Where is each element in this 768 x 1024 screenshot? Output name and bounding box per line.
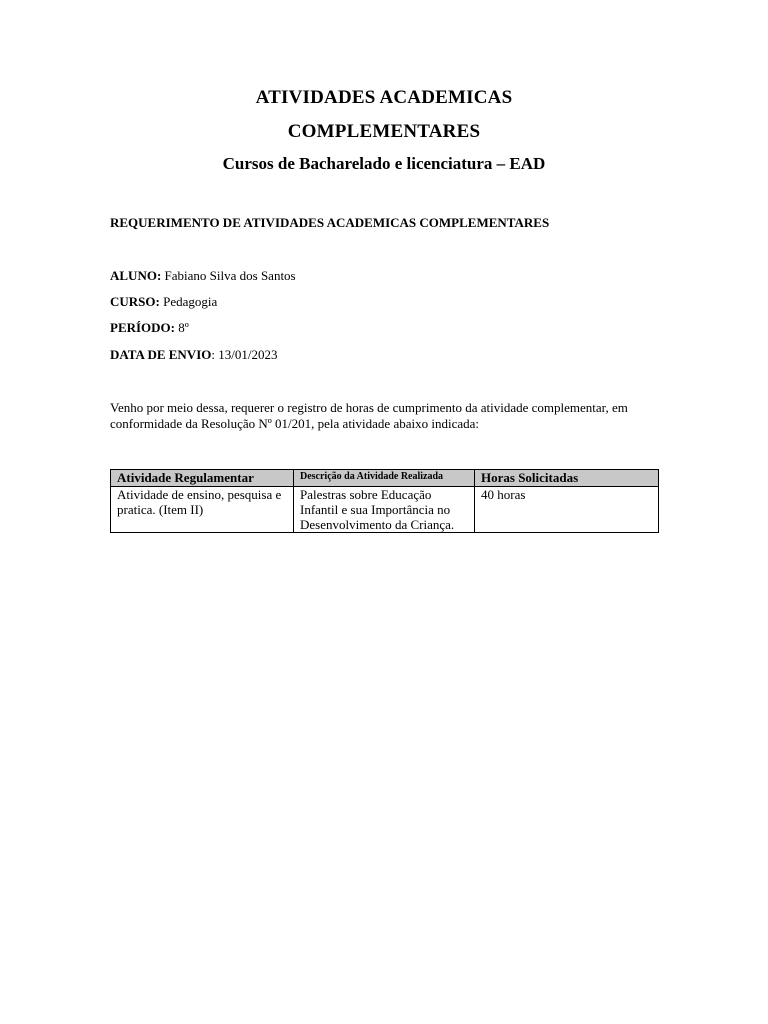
field-curso-value: Pedagogia (159, 294, 218, 309)
field-curso (110, 294, 217, 310)
field-data-envio-label: DATA DE ENVIO (110, 347, 212, 362)
column-header-horas: Horas Solicitadas (475, 470, 659, 487)
activities-table (110, 469, 659, 533)
table-row (111, 487, 659, 533)
column-header-atividade: Atividade Regulamentar (111, 470, 294, 487)
field-data-envio-value: : 13/01/2023 (211, 347, 278, 362)
field-periodo-value: 8º (175, 320, 189, 335)
document-title-line1: ATIVIDADES ACADEMICAS (255, 87, 513, 108)
field-aluno (110, 268, 296, 284)
document-title-line2: COMPLEMENTARES (287, 121, 481, 142)
field-aluno-value: Fabiano Silva dos Santos (161, 268, 296, 283)
cell-horas: 40 horas (475, 487, 659, 533)
document-subtitle: Cursos de Bacharelado e licenciatura – EAD (222, 154, 546, 173)
field-data-envio (110, 347, 277, 363)
cell-descricao: Palestras sobre Educação Infantil e sua Importância no Desenvolvimento da Criança. (294, 487, 475, 533)
cell-atividade: Atividade de ensino, pesquisa e pratica. (Item II) (111, 487, 294, 533)
request-paragraph: Venho por meio dessa, requerer o registro de horas de cumprimento da atividade complementar, em conformidade da Resolução Nº 01/201, pela atividade abaixo indicada: (110, 400, 628, 431)
field-periodo-label: PERÍODO: (110, 320, 175, 335)
field-curso-label: CURSO: (110, 294, 160, 309)
field-aluno-label: ALUNO: (110, 268, 162, 283)
field-periodo (110, 320, 189, 336)
request-heading: REQUERIMENTO DE ATIVIDADES ACADEMICAS COMPLEMENTARES (110, 215, 550, 230)
column-header-descricao: Descrição da Atividade Realizada (294, 470, 475, 487)
table-header-row (111, 470, 659, 487)
